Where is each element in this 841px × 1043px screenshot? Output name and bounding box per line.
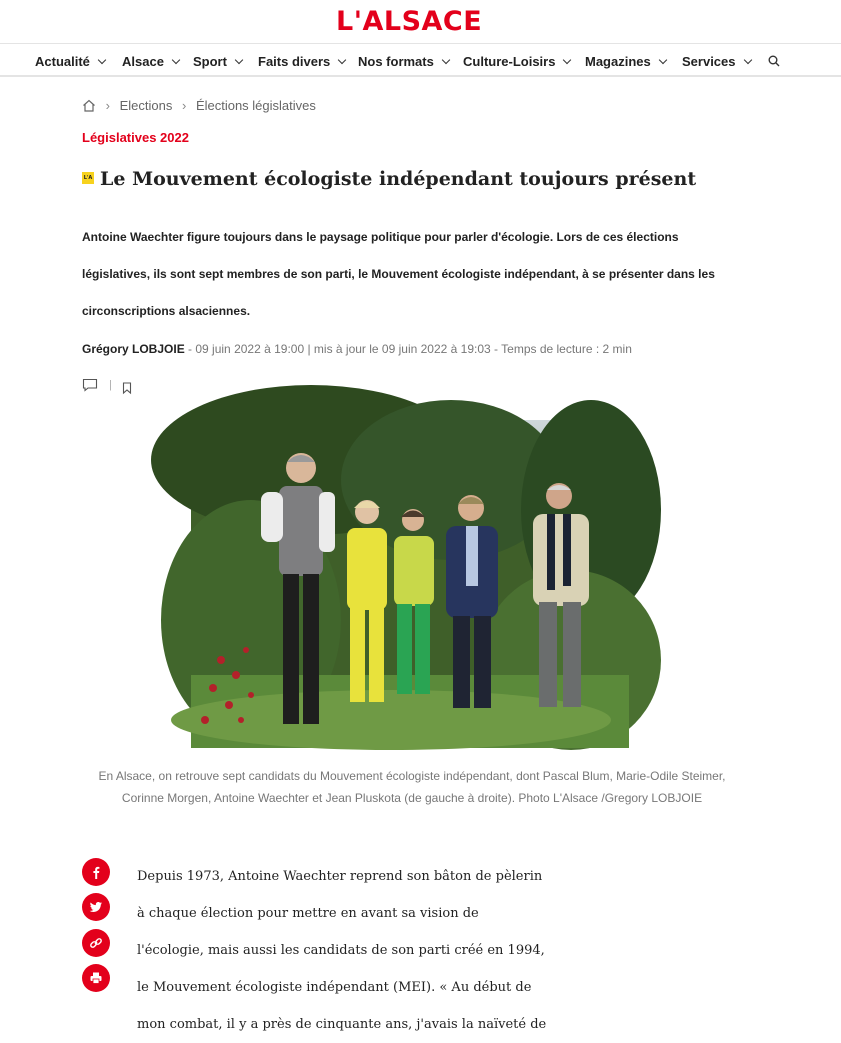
nav-item-faits-divers[interactable] — [258, 54, 345, 69]
la-badge-icon: L'A — [82, 172, 94, 184]
facebook-icon — [89, 865, 103, 879]
nav-label: Actualité — [35, 54, 90, 69]
breadcrumb-link-legislatives[interactable]: Élections législatives — [195, 98, 316, 114]
nav-item-services[interactable] — [682, 54, 751, 69]
search-icon[interactable] — [768, 55, 780, 67]
body-line: le Mouvement écologiste indépendant (MEI). « Au début de — [137, 980, 532, 995]
article-kicker[interactable]: Législatives 2022 — [82, 130, 189, 145]
chevron-down-icon — [442, 56, 450, 64]
print-icon — [89, 971, 103, 985]
bookmark-icon[interactable] — [122, 382, 132, 394]
nav-label: Sport — [193, 54, 227, 69]
print-button[interactable] — [82, 964, 110, 992]
share-facebook-button[interactable] — [82, 858, 110, 886]
chevron-down-icon — [563, 56, 571, 64]
twitter-icon — [89, 900, 103, 914]
photo-caption: En Alsace, on retrouve sept candidats du Mouvement écologiste indépendant, dont Pascal Blum, Marie-Odile Steimer, Corinne Morgen, Antoine Waechter et Jean Pluskota (de gauche à droite). Photo L'Alsace /Gregory LOBJOIE — [98, 769, 726, 805]
actions-separator: | — [109, 379, 112, 391]
article-body — [137, 858, 547, 1043]
breadcrumb-link-elections[interactable]: Elections — [119, 98, 173, 114]
body-line: mon combat, il y a près de cinquante ans, j'avais la naïveté de — [137, 1017, 547, 1032]
chevron-down-icon — [235, 56, 243, 64]
body-line: Depuis 1973, Antoine Waechter reprend son bâton de pèlerin — [137, 869, 543, 884]
nav-label: Nos formats — [358, 54, 434, 69]
article-byline — [82, 342, 632, 356]
main-nav — [0, 45, 841, 77]
nav-item-culture-loisirs[interactable] — [463, 54, 570, 69]
nav-item-magazines[interactable] — [585, 54, 666, 69]
chevron-down-icon — [338, 56, 346, 64]
share-link-button[interactable] — [82, 929, 110, 957]
photo-group-of-candidates — [191, 420, 629, 748]
top-bar — [0, 0, 841, 44]
article-title-text: Le Mouvement écologiste indépendant toujours présent — [100, 168, 697, 190]
share-twitter-button[interactable] — [82, 893, 110, 921]
chevron-down-icon — [659, 56, 667, 64]
chevron-down-icon — [172, 56, 180, 64]
article-meta: - 09 juin 2022 à 19:00 | mis à jour le 09 juin 2022 à 19:03 - Temps de lecture : 2 min — [184, 342, 632, 356]
breadcrumb-separator: › — [181, 98, 187, 114]
nav-item-sport[interactable] — [193, 54, 242, 69]
article-lead: Antoine Waechter figure toujours dans le paysage politique pour parler d'écologie. Lors de ces élections législatives, ils sont sept membres de son parti, le Mouvement écologiste indépendant, à se présenter dans les circonscriptions alsaciennes. — [82, 230, 715, 318]
chevron-down-icon — [743, 56, 751, 64]
chevron-down-icon — [98, 56, 106, 64]
article-title — [82, 168, 696, 190]
link-icon — [89, 936, 103, 950]
nav-label: Alsace — [122, 54, 164, 69]
nav-label: Culture-Loisirs — [463, 54, 556, 69]
breadcrumb-separator: › — [105, 98, 110, 114]
author-name[interactable]: Grégory LOBJOIE — [82, 342, 185, 356]
site-logo[interactable]: L'ALSACE — [336, 6, 483, 37]
nav-label: Magazines — [585, 54, 651, 69]
nav-label: Services — [682, 54, 736, 69]
breadcrumb — [82, 97, 316, 113]
nav-item-actualite[interactable] — [35, 54, 105, 69]
home-icon[interactable] — [82, 99, 96, 112]
nav-item-alsace[interactable] — [122, 54, 179, 69]
body-line: à chaque élection pour mettre en avant sa vision de — [137, 906, 479, 921]
nav-item-nos-formats[interactable] — [358, 54, 449, 69]
article-photo[interactable] — [191, 420, 629, 748]
comment-icon[interactable] — [82, 378, 98, 392]
nav-label: Faits divers — [258, 54, 331, 69]
body-line: l'écologie, mais aussi les candidats de son parti créé en 1994, — [137, 943, 545, 958]
